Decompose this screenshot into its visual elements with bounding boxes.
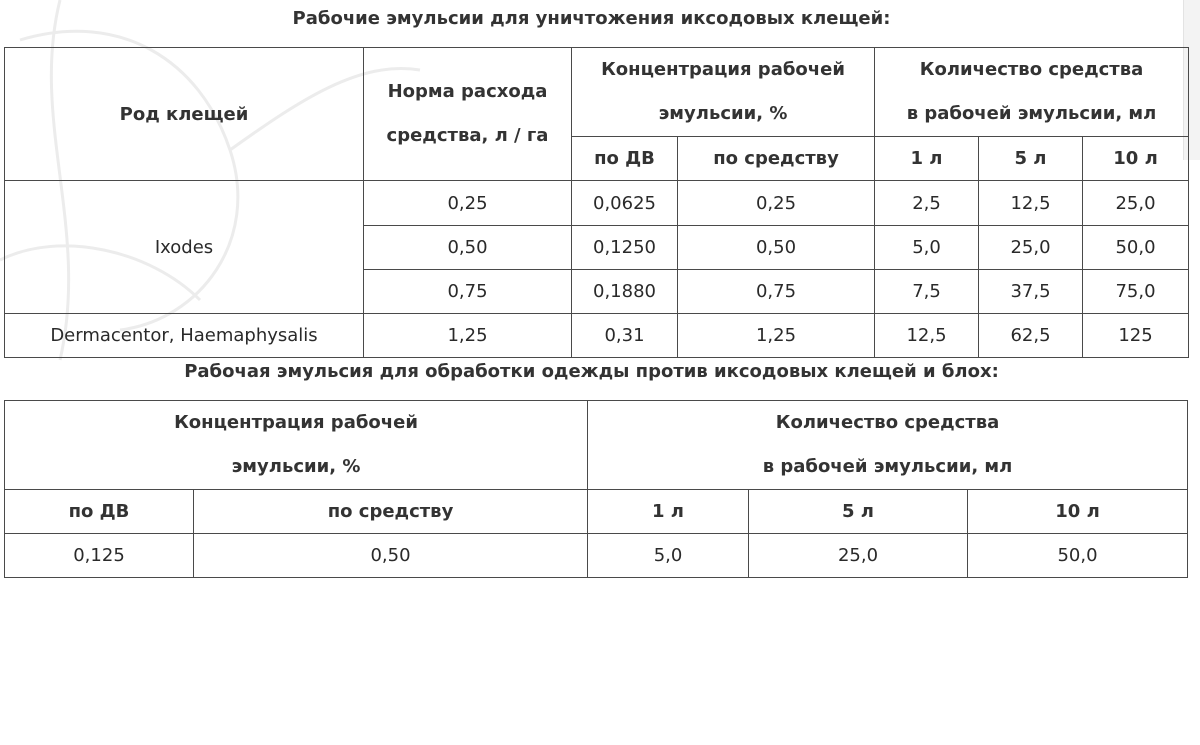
rate-cell: 0,75 — [364, 270, 572, 314]
conc-product-cell: 0,50 — [678, 226, 875, 270]
conc-product-cell: 1,25 — [678, 314, 875, 358]
header-quantity — [875, 48, 1189, 137]
header-qty-line1: Количество средства — [919, 59, 1144, 80]
table2-title: Рабочая эмульсия для обработки одежды против иксодовых клещей и блох: — [184, 361, 999, 382]
header-conc-line1: Концентрация рабочей — [174, 412, 418, 433]
rate-cell: 0,50 — [364, 226, 572, 270]
qty-5l-cell: 37,5 — [979, 270, 1083, 314]
qty-5l-cell: 12,5 — [979, 181, 1083, 226]
rate-cell: 0,25 — [364, 181, 572, 226]
subheader-1l: 1 л — [588, 490, 749, 534]
header-rate-line2: средства, л / га — [386, 125, 549, 146]
qty-1l-cell: 7,5 — [875, 270, 979, 314]
header-conc-line1: Концентрация рабочей — [601, 59, 845, 80]
header-quantity — [588, 401, 1188, 490]
header-rate — [364, 48, 572, 181]
qty-10l-cell: 125 — [1083, 314, 1189, 358]
qty-5l-cell: 62,5 — [979, 314, 1083, 358]
qty-5l-cell: 25,0 — [749, 534, 968, 578]
subheader-product: по средству — [194, 490, 588, 534]
conc-product-cell: 0,25 — [678, 181, 875, 226]
tick-emulsion-table — [4, 47, 1189, 358]
qty-10l-cell: 50,0 — [968, 534, 1188, 578]
qty-10l-cell: 75,0 — [1083, 270, 1189, 314]
conc-product-cell: 0,50 — [194, 534, 588, 578]
subheader-5l: 5 л — [749, 490, 968, 534]
conc-ai-cell: 0,125 — [5, 534, 194, 578]
header-qty-line2: в рабочей эмульсии, мл — [762, 456, 1013, 477]
header-conc-line2: эмульсии, % — [231, 456, 361, 477]
subheader-ai: по ДВ — [5, 490, 194, 534]
qty-10l-cell: 25,0 — [1083, 181, 1189, 226]
header-rate-line1: Норма расхода — [387, 81, 548, 102]
header-qty-line2: в рабочей эмульсии, мл — [906, 103, 1157, 124]
header-qty-line1: Количество средства — [775, 412, 1000, 433]
qty-1l-cell: 2,5 — [875, 181, 979, 226]
header-conc-line2: эмульсии, % — [658, 103, 788, 124]
qty-1l-cell: 5,0 — [588, 534, 749, 578]
conc-ai-cell: 0,31 — [572, 314, 678, 358]
table-row — [5, 534, 1188, 578]
conc-ai-cell: 0,1250 — [572, 226, 678, 270]
subheader-product: по средству — [678, 137, 875, 181]
table1-title: Рабочие эмульсии для уничтожения иксодовых клещей: — [292, 8, 891, 29]
header-concentration — [5, 401, 588, 490]
conc-product-cell: 0,75 — [678, 270, 875, 314]
table-row — [5, 314, 1189, 358]
qty-10l-cell: 50,0 — [1083, 226, 1189, 270]
qty-5l-cell: 25,0 — [979, 226, 1083, 270]
conc-ai-cell: 0,0625 — [572, 181, 678, 226]
header-genus: Род клещей — [5, 48, 364, 181]
subheader-10l: 10 л — [968, 490, 1188, 534]
subheader-1l: 1 л — [875, 137, 979, 181]
genus-cell: Ixodes — [5, 181, 364, 314]
subheader-10l: 10 л — [1083, 137, 1189, 181]
header-concentration — [572, 48, 875, 137]
table-row — [5, 181, 1189, 226]
rate-cell: 1,25 — [364, 314, 572, 358]
subheader-5l: 5 л — [979, 137, 1083, 181]
conc-ai-cell: 0,1880 — [572, 270, 678, 314]
subheader-ai: по ДВ — [572, 137, 678, 181]
clothing-emulsion-table — [4, 400, 1188, 578]
qty-1l-cell: 5,0 — [875, 226, 979, 270]
genus-cell: Dermacentor, Haemaphysalis — [5, 314, 364, 358]
qty-1l-cell: 12,5 — [875, 314, 979, 358]
